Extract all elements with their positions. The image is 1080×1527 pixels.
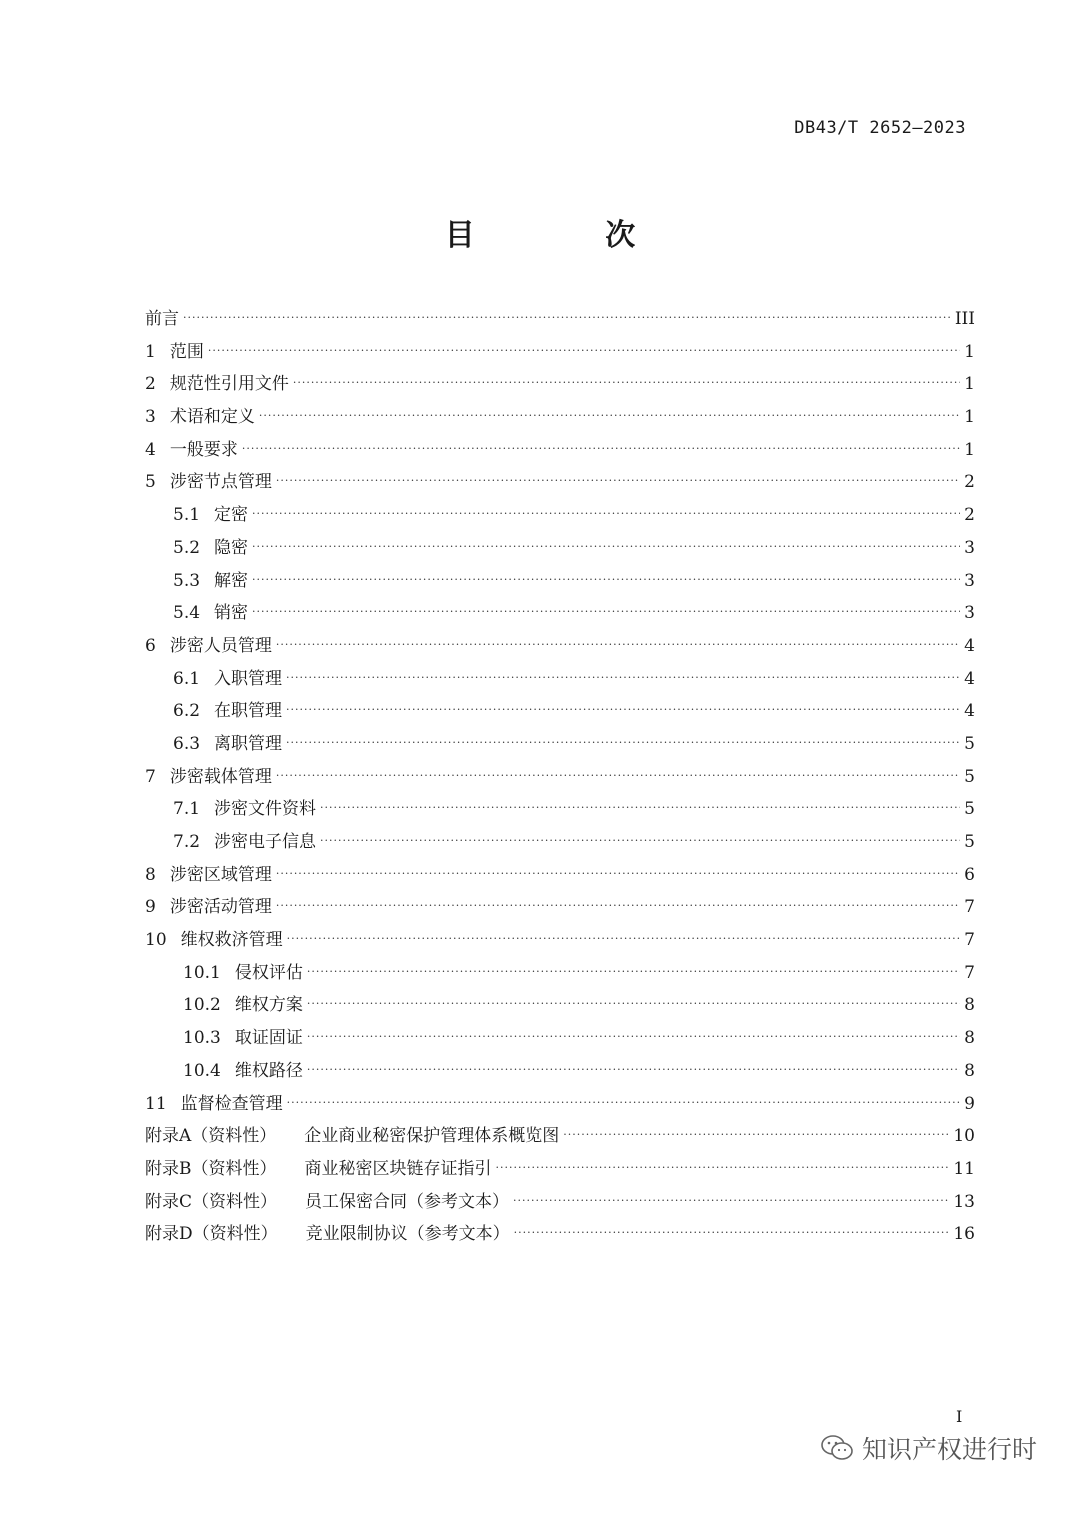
toc-dot-leader [276, 890, 960, 923]
toc-entry[interactable] [145, 1120, 975, 1153]
toc-entry[interactable] [145, 663, 975, 696]
toc-entry-page: 4 [964, 635, 975, 656]
toc-entry-number: 3 [145, 407, 156, 428]
toc-entry-page: 7 [964, 962, 975, 983]
toc-entry-label: 涉密电子信息 [214, 832, 317, 852]
toc-entry[interactable] [145, 728, 975, 761]
toc-entry-label: 维权方案 [234, 995, 303, 1016]
toc-entry-number: 10.3 [183, 1028, 221, 1049]
toc-entry[interactable] [145, 401, 975, 434]
toc-entry-label: 在职管理 [214, 701, 283, 722]
toc-entry-page: 7 [964, 897, 975, 918]
toc-entry-number: 5.2 [173, 537, 201, 558]
toc-dot-leader [276, 760, 960, 793]
toc-entry-number: 8 [145, 864, 156, 885]
toc-entry-page: 8 [964, 1028, 975, 1049]
toc-dot-leader [320, 825, 960, 858]
watermark-text: 知识产权进行时 [862, 1435, 1038, 1464]
toc-entry[interactable] [145, 336, 975, 369]
toc-entry-label: 员工保密合同（参考文本） [305, 1191, 510, 1212]
toc-entry[interactable] [145, 989, 975, 1022]
toc-entry-page: 4 [964, 668, 975, 689]
toc-entry-label: 取证固证 [234, 1028, 303, 1049]
toc-entry-label: 定密 [214, 505, 249, 526]
toc-dot-leader [252, 531, 960, 564]
toc-entry-number: 10.2 [183, 995, 221, 1016]
toc-entry-page: 5 [964, 832, 975, 852]
toc-entry-page: 3 [964, 570, 975, 591]
toc-entry[interactable] [145, 859, 975, 892]
toc-entry-page: 2 [964, 472, 975, 493]
toc-dot-leader [514, 1217, 950, 1250]
toc-entry-number: 11 [145, 1093, 167, 1114]
toc-entry-number: 5 [145, 472, 156, 493]
toc-entry-number: 6.2 [173, 701, 201, 722]
toc-dot-leader [276, 629, 960, 662]
toc-entry[interactable] [145, 303, 975, 336]
toc-entry-page: 5 [964, 733, 975, 754]
toc-entry-label: 商业秘密区块链存证指引 [304, 1158, 492, 1179]
toc-dot-leader [293, 367, 960, 400]
toc-entry-page: 13 [953, 1191, 975, 1212]
toc-entry[interactable] [145, 1088, 975, 1121]
toc-dot-leader [320, 792, 960, 825]
toc-entry-number: 附录B（资料性） [145, 1158, 277, 1179]
toc-entry-page: 3 [964, 603, 975, 624]
toc-entry-label: 涉密活动管理 [169, 897, 272, 918]
toc-entry-number: 1 [145, 341, 156, 362]
toc-entry-label: 维权路径 [234, 1060, 303, 1081]
toc-dot-leader [276, 465, 960, 498]
toc-entry-page: 1 [964, 407, 975, 428]
toc-entry-number: 9 [145, 897, 156, 918]
toc-entry-label: 维权救济管理 [180, 930, 283, 951]
toc-entry-label: 隐密 [214, 537, 249, 558]
toc-entry-label: 侵权评估 [234, 962, 303, 983]
toc-entry-label: 涉密载体管理 [169, 766, 272, 787]
toc-dot-leader [259, 400, 960, 433]
toc-entry[interactable] [145, 826, 975, 859]
toc-entry-number: 7.2 [173, 832, 201, 852]
toc-entry[interactable] [145, 891, 975, 924]
toc-entry[interactable] [145, 434, 975, 467]
toc-entry-number: 5.1 [173, 505, 201, 526]
toc-entry-page: 1 [964, 374, 975, 395]
toc-entry-number: 5.3 [173, 570, 201, 591]
toc-entry-label: 前言 [145, 309, 179, 329]
toc-entry[interactable] [145, 695, 975, 728]
toc-dot-leader [242, 433, 960, 466]
toc-entry-number: 6.3 [173, 733, 201, 754]
document-code: DB43/T 2652—2023 [794, 118, 966, 138]
toc-entry-page: 11 [953, 1158, 975, 1179]
toc-entry-label: 术语和定义 [169, 407, 255, 428]
toc-entry-page: III [954, 309, 975, 329]
toc-entry-page: 7 [964, 930, 975, 951]
toc-dot-leader [287, 1087, 961, 1120]
toc-entry-label: 规范性引用文件 [169, 374, 289, 395]
toc-entry-page: 6 [964, 864, 975, 885]
toc-entry-label: 解密 [214, 570, 249, 591]
toc-entry-label: 监督检查管理 [180, 1093, 283, 1114]
toc-entry[interactable] [145, 597, 975, 630]
toc-dot-leader [513, 1185, 949, 1218]
toc-entry[interactable] [145, 957, 975, 990]
toc-entry[interactable] [145, 1186, 975, 1219]
toc-entry-label: 涉密人员管理 [169, 635, 272, 656]
toc-entry[interactable] [145, 1218, 975, 1251]
toc-entry[interactable] [145, 532, 975, 565]
toc-entry-number: 附录C（资料性） [145, 1191, 278, 1212]
toc-entry-label: 一般要求 [169, 439, 238, 460]
toc-dot-leader [307, 1054, 960, 1087]
toc-entry-page: 5 [964, 799, 975, 820]
toc-dot-leader [496, 1152, 950, 1185]
toc-dot-leader [286, 694, 960, 727]
footer-page-number: I [956, 1407, 963, 1426]
toc-dot-leader [307, 956, 960, 989]
watermark [820, 1430, 1037, 1466]
toc-entry[interactable] [145, 499, 975, 532]
toc-dot-leader [287, 923, 961, 956]
toc-dot-leader [276, 858, 960, 891]
toc-entry[interactable] [145, 565, 975, 598]
toc-entry[interactable] [145, 793, 975, 826]
toc-entry-label: 入职管理 [214, 668, 283, 689]
toc-entry[interactable] [145, 466, 975, 499]
toc-entry-number: 5.4 [173, 603, 201, 624]
toc-entry-page: 3 [964, 537, 975, 558]
toc-entry-page: 2 [964, 505, 975, 526]
toc-entry-number: 4 [145, 439, 156, 460]
toc-dot-leader [252, 498, 960, 531]
toc-dot-leader [307, 1021, 960, 1054]
toc-entry-label: 范围 [169, 341, 204, 362]
toc-entry-page: 4 [964, 701, 975, 722]
toc-entry-label: 销密 [214, 603, 249, 624]
toc-entry-label: 涉密区域管理 [169, 864, 272, 885]
toc-entry-number: 10.1 [183, 962, 221, 983]
toc-entry-label: 离职管理 [214, 733, 283, 754]
toc-entry[interactable] [145, 630, 975, 663]
toc-dot-leader [183, 302, 951, 335]
toc-entry-number: 7.1 [173, 799, 201, 820]
toc-entry[interactable] [145, 761, 975, 794]
table-of-contents [145, 303, 975, 1251]
toc-entry-number: 10.4 [183, 1060, 221, 1081]
toc-entry-page: 8 [964, 995, 975, 1016]
toc-dot-leader [563, 1119, 949, 1152]
toc-entry-label: 竞业限制协议（参考文本） [305, 1224, 510, 1245]
toc-entry-number: 6.1 [173, 668, 201, 689]
toc-entry-number: 10 [145, 930, 167, 951]
toc-entry-label: 涉密文件资料 [214, 799, 317, 820]
toc-entry-label: 企业商业秘密保护管理体系概览图 [304, 1126, 560, 1147]
toc-entry-number: 附录A（资料性） [145, 1126, 277, 1147]
toc-entry-page: 5 [964, 766, 975, 787]
page-title: 目 次 [444, 218, 696, 253]
toc-entry[interactable] [145, 368, 975, 401]
toc-entry-label: 涉密节点管理 [169, 472, 272, 493]
toc-dot-leader [252, 564, 960, 597]
toc-dot-leader [286, 662, 960, 695]
toc-entry-number: 附录D（资料性） [145, 1224, 278, 1245]
toc-entry[interactable] [145, 924, 975, 957]
toc-dot-leader [208, 335, 960, 368]
toc-entry[interactable] [145, 1153, 975, 1186]
toc-entry-page: 8 [964, 1060, 975, 1081]
toc-entry-page: 1 [964, 439, 975, 460]
toc-entry-number: 6 [145, 635, 156, 656]
toc-dot-leader [286, 727, 960, 760]
toc-entry-page: 1 [964, 341, 975, 362]
toc-entry-page: 9 [964, 1093, 975, 1114]
toc-dot-leader [307, 988, 960, 1021]
toc-dot-leader [252, 596, 960, 629]
toc-entry-number: 7 [145, 766, 156, 787]
toc-entry-page: 16 [953, 1224, 975, 1245]
toc-entry-number: 2 [145, 374, 156, 395]
wechat-icon [820, 1434, 854, 1462]
toc-entry[interactable] [145, 1055, 975, 1088]
toc-entry-page: 10 [953, 1126, 975, 1147]
toc-entry[interactable] [145, 1022, 975, 1055]
